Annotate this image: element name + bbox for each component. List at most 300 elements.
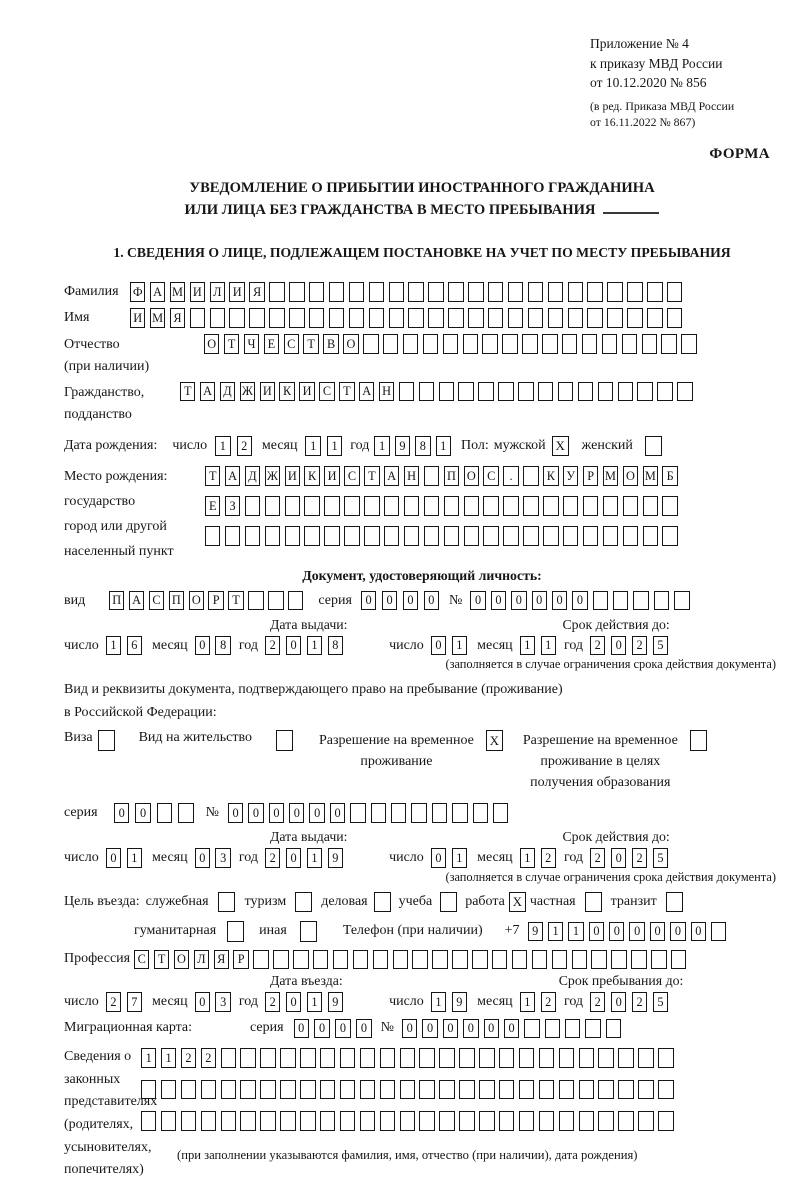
char-cell[interactable] [558, 382, 573, 402]
char-cell[interactable] [602, 334, 617, 354]
char-cell[interactable] [654, 591, 669, 611]
char-cell[interactable] [280, 1080, 295, 1100]
char-cell[interactable]: 0 [511, 591, 526, 611]
char-cell[interactable] [248, 591, 263, 611]
char-cell[interactable] [320, 1080, 335, 1100]
char-cell[interactable]: О [343, 334, 358, 354]
char-cell[interactable] [613, 591, 628, 611]
char-cell[interactable] [161, 1080, 176, 1100]
char-cell[interactable]: 2 [201, 1048, 216, 1068]
char-cell[interactable] [618, 1048, 633, 1068]
char-cell[interactable] [304, 496, 319, 516]
char-cell[interactable] [399, 382, 414, 402]
char-cell[interactable]: 0 [650, 922, 665, 942]
char-cell[interactable] [309, 308, 324, 328]
char-cell[interactable] [459, 1080, 474, 1100]
char-cell[interactable] [403, 334, 418, 354]
char-cell[interactable] [320, 1048, 335, 1068]
char-cell[interactable] [603, 526, 618, 546]
char-cell[interactable]: П [109, 591, 124, 611]
char-cell[interactable]: 5 [653, 992, 668, 1012]
char-cell[interactable] [661, 334, 676, 354]
char-cell[interactable]: Т [180, 382, 195, 402]
char-cell[interactable] [408, 308, 423, 328]
char-cell[interactable]: 1 [161, 1048, 176, 1068]
char-cell[interactable] [240, 1080, 255, 1100]
char-cell[interactable] [432, 803, 447, 823]
char-cell[interactable] [519, 1048, 534, 1068]
char-cell[interactable] [638, 1080, 653, 1100]
char-cell[interactable]: 0 [629, 922, 644, 942]
char-cell[interactable] [572, 950, 587, 970]
char-cell[interactable] [711, 922, 726, 942]
char-cell[interactable] [543, 496, 558, 516]
char-cell[interactable] [419, 1048, 434, 1068]
char-cell[interactable] [657, 382, 672, 402]
char-cell[interactable] [618, 382, 633, 402]
char-cell[interactable] [300, 1048, 315, 1068]
char-cell[interactable]: 0 [314, 1019, 329, 1039]
char-cell[interactable]: 0 [106, 848, 121, 868]
char-cell[interactable] [268, 591, 283, 611]
char-cell[interactable]: Д [220, 382, 235, 402]
char-cell[interactable]: И [130, 308, 145, 328]
char-cell[interactable] [662, 526, 677, 546]
char-cell[interactable] [492, 950, 507, 970]
char-cell[interactable] [393, 950, 408, 970]
char-cell[interactable] [579, 1080, 594, 1100]
char-cell[interactable] [468, 282, 483, 302]
char-cell[interactable]: А [200, 382, 215, 402]
char-cell[interactable]: 1 [541, 636, 556, 656]
char-cell[interactable] [329, 308, 344, 328]
char-cell[interactable]: 0 [195, 992, 210, 1012]
char-cell[interactable] [373, 950, 388, 970]
char-cell[interactable] [579, 1048, 594, 1068]
char-cell[interactable]: Н [379, 382, 394, 402]
purpose-other-checkbox[interactable] [300, 921, 317, 942]
char-cell[interactable] [611, 950, 626, 970]
char-cell[interactable]: 1 [307, 636, 322, 656]
char-cell[interactable] [548, 308, 563, 328]
char-cell[interactable] [658, 1080, 673, 1100]
char-cell[interactable]: В [323, 334, 338, 354]
char-cell[interactable] [360, 1048, 375, 1068]
char-cell[interactable] [210, 308, 225, 328]
char-cell[interactable] [380, 1080, 395, 1100]
char-cell[interactable] [161, 1111, 176, 1131]
char-cell[interactable] [503, 526, 518, 546]
char-cell[interactable]: 9 [328, 848, 343, 868]
char-cell[interactable] [519, 1080, 534, 1100]
char-cell[interactable] [565, 1019, 580, 1039]
char-cell[interactable] [478, 382, 493, 402]
char-cell[interactable] [568, 308, 583, 328]
char-cell[interactable] [205, 526, 220, 546]
char-cell[interactable] [651, 950, 666, 970]
char-cell[interactable] [579, 1111, 594, 1131]
char-cell[interactable]: М [170, 282, 185, 302]
char-cell[interactable]: Ж [265, 466, 280, 486]
char-cell[interactable]: 0 [269, 803, 284, 823]
char-cell[interactable] [181, 1111, 196, 1131]
male-checkbox[interactable]: X [552, 436, 569, 457]
char-cell[interactable] [269, 282, 284, 302]
char-cell[interactable] [452, 803, 467, 823]
char-cell[interactable] [538, 382, 553, 402]
char-cell[interactable]: Л [210, 282, 225, 302]
char-cell[interactable]: 1 [431, 992, 446, 1012]
char-cell[interactable] [448, 282, 463, 302]
char-cell[interactable]: 0 [552, 591, 567, 611]
char-cell[interactable] [360, 1111, 375, 1131]
char-cell[interactable] [598, 1080, 613, 1100]
char-cell[interactable]: К [543, 466, 558, 486]
char-cell[interactable] [178, 803, 193, 823]
char-cell[interactable]: К [279, 382, 294, 402]
purpose-service-checkbox[interactable] [218, 892, 235, 913]
char-cell[interactable] [400, 1080, 415, 1100]
char-cell[interactable]: П [169, 591, 184, 611]
char-cell[interactable]: Ф [130, 282, 145, 302]
char-cell[interactable] [408, 282, 423, 302]
char-cell[interactable]: И [190, 282, 205, 302]
char-cell[interactable]: 1 [452, 636, 467, 656]
char-cell[interactable] [681, 334, 696, 354]
purpose-business-checkbox[interactable] [374, 892, 391, 913]
char-cell[interactable]: 2 [632, 848, 647, 868]
char-cell[interactable] [578, 382, 593, 402]
char-cell[interactable] [439, 1048, 454, 1068]
char-cell[interactable]: 0 [611, 636, 626, 656]
char-cell[interactable]: М [150, 308, 165, 328]
char-cell[interactable]: Ж [240, 382, 255, 402]
char-cell[interactable]: 0 [228, 803, 243, 823]
char-cell[interactable] [532, 950, 547, 970]
char-cell[interactable] [512, 950, 527, 970]
char-cell[interactable]: И [299, 382, 314, 402]
char-cell[interactable]: С [344, 466, 359, 486]
char-cell[interactable]: О [204, 334, 219, 354]
char-cell[interactable] [523, 526, 538, 546]
char-cell[interactable]: 1 [307, 992, 322, 1012]
char-cell[interactable] [459, 1048, 474, 1068]
char-cell[interactable] [253, 950, 268, 970]
char-cell[interactable]: Р [583, 466, 598, 486]
residence-permit-checkbox[interactable] [276, 730, 293, 751]
char-cell[interactable]: С [483, 466, 498, 486]
char-cell[interactable]: 1 [327, 436, 342, 456]
char-cell[interactable] [518, 382, 533, 402]
char-cell[interactable]: 0 [286, 992, 301, 1012]
char-cell[interactable] [340, 1048, 355, 1068]
char-cell[interactable] [583, 526, 598, 546]
char-cell[interactable] [643, 496, 658, 516]
char-cell[interactable] [444, 526, 459, 546]
char-cell[interactable] [524, 1019, 539, 1039]
char-cell[interactable]: 9 [328, 992, 343, 1012]
char-cell[interactable] [548, 282, 563, 302]
char-cell[interactable]: 2 [632, 992, 647, 1012]
char-cell[interactable] [313, 950, 328, 970]
char-cell[interactable]: Е [205, 496, 220, 516]
char-cell[interactable] [607, 282, 622, 302]
char-cell[interactable]: 1 [436, 436, 451, 456]
char-cell[interactable] [583, 496, 598, 516]
char-cell[interactable]: 9 [528, 922, 543, 942]
char-cell[interactable]: 0 [195, 848, 210, 868]
char-cell[interactable]: Т [154, 950, 169, 970]
char-cell[interactable] [667, 308, 682, 328]
char-cell[interactable] [444, 496, 459, 516]
char-cell[interactable] [229, 308, 244, 328]
char-cell[interactable] [623, 496, 638, 516]
char-cell[interactable] [389, 282, 404, 302]
char-cell[interactable] [618, 1080, 633, 1100]
char-cell[interactable]: 0 [335, 1019, 350, 1039]
char-cell[interactable] [240, 1111, 255, 1131]
char-cell[interactable]: Я [214, 950, 229, 970]
purpose-work-checkbox[interactable]: X [509, 892, 526, 913]
char-cell[interactable] [563, 496, 578, 516]
char-cell[interactable]: 2 [106, 992, 121, 1012]
char-cell[interactable]: 2 [632, 636, 647, 656]
char-cell[interactable] [400, 1111, 415, 1131]
char-cell[interactable] [638, 1048, 653, 1068]
char-cell[interactable] [643, 526, 658, 546]
char-cell[interactable]: Т [205, 466, 220, 486]
char-cell[interactable] [181, 1080, 196, 1100]
char-cell[interactable]: 0 [609, 922, 624, 942]
char-cell[interactable] [662, 496, 677, 516]
char-cell[interactable] [265, 496, 280, 516]
char-cell[interactable]: 8 [415, 436, 430, 456]
char-cell[interactable] [371, 803, 386, 823]
char-cell[interactable] [618, 1111, 633, 1131]
char-cell[interactable]: 0 [470, 591, 485, 611]
char-cell[interactable]: 2 [590, 992, 605, 1012]
char-cell[interactable] [411, 803, 426, 823]
char-cell[interactable] [473, 803, 488, 823]
char-cell[interactable] [603, 496, 618, 516]
char-cell[interactable] [631, 950, 646, 970]
char-cell[interactable] [324, 526, 339, 546]
char-cell[interactable] [543, 526, 558, 546]
char-cell[interactable]: 0 [356, 1019, 371, 1039]
char-cell[interactable] [300, 1080, 315, 1100]
char-cell[interactable]: Я [249, 282, 264, 302]
char-cell[interactable]: Т [228, 591, 243, 611]
char-cell[interactable]: 1 [548, 922, 563, 942]
char-cell[interactable]: 0 [691, 922, 706, 942]
temp-residence-edu-checkbox[interactable] [690, 730, 707, 751]
char-cell[interactable]: 9 [395, 436, 410, 456]
char-cell[interactable] [324, 496, 339, 516]
char-cell[interactable] [539, 1080, 554, 1100]
char-cell[interactable]: Т [364, 466, 379, 486]
char-cell[interactable] [598, 382, 613, 402]
char-cell[interactable]: 0 [463, 1019, 478, 1039]
char-cell[interactable]: И [229, 282, 244, 302]
char-cell[interactable] [627, 282, 642, 302]
char-cell[interactable] [400, 1048, 415, 1068]
char-cell[interactable] [412, 950, 427, 970]
char-cell[interactable] [344, 496, 359, 516]
char-cell[interactable]: 7 [127, 992, 142, 1012]
char-cell[interactable]: И [260, 382, 275, 402]
char-cell[interactable] [568, 282, 583, 302]
char-cell[interactable]: 1 [520, 636, 535, 656]
char-cell[interactable]: П [444, 466, 459, 486]
char-cell[interactable] [260, 1048, 275, 1068]
char-cell[interactable] [585, 1019, 600, 1039]
char-cell[interactable] [369, 282, 384, 302]
char-cell[interactable]: А [359, 382, 374, 402]
char-cell[interactable]: 1 [374, 436, 389, 456]
purpose-transit-checkbox[interactable] [666, 892, 683, 913]
char-cell[interactable]: 0 [611, 992, 626, 1012]
char-cell[interactable] [658, 1048, 673, 1068]
char-cell[interactable] [627, 308, 642, 328]
char-cell[interactable]: Б [662, 466, 677, 486]
char-cell[interactable]: О [174, 950, 189, 970]
char-cell[interactable] [353, 950, 368, 970]
char-cell[interactable]: А [129, 591, 144, 611]
char-cell[interactable] [389, 308, 404, 328]
char-cell[interactable]: И [324, 466, 339, 486]
char-cell[interactable] [458, 382, 473, 402]
char-cell[interactable] [671, 950, 686, 970]
char-cell[interactable]: 0 [402, 1019, 417, 1039]
char-cell[interactable]: 0 [443, 1019, 458, 1039]
char-cell[interactable] [141, 1080, 156, 1100]
char-cell[interactable]: 5 [653, 636, 668, 656]
char-cell[interactable] [479, 1048, 494, 1068]
char-cell[interactable] [587, 308, 602, 328]
char-cell[interactable]: 0 [248, 803, 263, 823]
char-cell[interactable] [404, 526, 419, 546]
char-cell[interactable]: У [563, 466, 578, 486]
char-cell[interactable]: 1 [215, 436, 230, 456]
char-cell[interactable] [443, 334, 458, 354]
char-cell[interactable]: 0 [294, 1019, 309, 1039]
char-cell[interactable] [249, 308, 264, 328]
char-cell[interactable]: . [503, 466, 518, 486]
char-cell[interactable] [221, 1111, 236, 1131]
char-cell[interactable] [419, 1080, 434, 1100]
char-cell[interactable] [364, 496, 379, 516]
char-cell[interactable]: 2 [541, 992, 556, 1012]
char-cell[interactable] [499, 1048, 514, 1068]
char-cell[interactable]: 1 [305, 436, 320, 456]
char-cell[interactable] [273, 950, 288, 970]
char-cell[interactable] [329, 282, 344, 302]
char-cell[interactable] [607, 308, 622, 328]
char-cell[interactable]: С [319, 382, 334, 402]
char-cell[interactable]: 2 [265, 992, 280, 1012]
char-cell[interactable] [432, 950, 447, 970]
char-cell[interactable] [439, 382, 454, 402]
char-cell[interactable] [221, 1080, 236, 1100]
char-cell[interactable] [647, 308, 662, 328]
char-cell[interactable]: 0 [431, 848, 446, 868]
char-cell[interactable]: М [643, 466, 658, 486]
char-cell[interactable] [523, 466, 538, 486]
char-cell[interactable] [424, 496, 439, 516]
char-cell[interactable] [260, 1111, 275, 1131]
char-cell[interactable] [559, 1080, 574, 1100]
char-cell[interactable]: 1 [307, 848, 322, 868]
char-cell[interactable] [288, 591, 303, 611]
char-cell[interactable] [300, 1111, 315, 1131]
purpose-tourism-checkbox[interactable] [295, 892, 312, 913]
char-cell[interactable] [483, 526, 498, 546]
char-cell[interactable] [380, 1111, 395, 1131]
char-cell[interactable]: 0 [589, 922, 604, 942]
char-cell[interactable]: 0 [403, 591, 418, 611]
char-cell[interactable] [498, 382, 513, 402]
char-cell[interactable] [419, 382, 434, 402]
char-cell[interactable]: 2 [237, 436, 252, 456]
char-cell[interactable] [289, 282, 304, 302]
char-cell[interactable]: Т [303, 334, 318, 354]
char-cell[interactable] [633, 591, 648, 611]
char-cell[interactable] [464, 526, 479, 546]
char-cell[interactable]: 0 [286, 636, 301, 656]
visa-checkbox[interactable] [98, 730, 115, 751]
char-cell[interactable] [285, 496, 300, 516]
char-cell[interactable]: Н [404, 466, 419, 486]
purpose-humanitarian-checkbox[interactable] [227, 921, 244, 942]
char-cell[interactable]: 3 [215, 992, 230, 1012]
char-cell[interactable]: Я [170, 308, 185, 328]
char-cell[interactable] [598, 1111, 613, 1131]
char-cell[interactable] [459, 1111, 474, 1131]
char-cell[interactable]: 1 [141, 1048, 156, 1068]
char-cell[interactable]: 1 [452, 848, 467, 868]
female-checkbox[interactable] [645, 436, 662, 457]
char-cell[interactable]: С [134, 950, 149, 970]
char-cell[interactable] [380, 1048, 395, 1068]
char-cell[interactable] [141, 1111, 156, 1131]
char-cell[interactable] [539, 1111, 554, 1131]
char-cell[interactable] [545, 1019, 560, 1039]
char-cell[interactable] [293, 950, 308, 970]
purpose-study-checkbox[interactable] [440, 892, 457, 913]
char-cell[interactable] [424, 526, 439, 546]
char-cell[interactable]: 2 [181, 1048, 196, 1068]
char-cell[interactable] [309, 282, 324, 302]
char-cell[interactable]: 8 [328, 636, 343, 656]
char-cell[interactable]: О [464, 466, 479, 486]
char-cell[interactable]: 0 [670, 922, 685, 942]
char-cell[interactable] [423, 334, 438, 354]
char-cell[interactable] [340, 1111, 355, 1131]
char-cell[interactable] [647, 282, 662, 302]
char-cell[interactable] [439, 1080, 454, 1100]
char-cell[interactable]: А [384, 466, 399, 486]
char-cell[interactable]: З [225, 496, 240, 516]
char-cell[interactable]: 9 [452, 992, 467, 1012]
char-cell[interactable] [190, 308, 205, 328]
char-cell[interactable] [493, 803, 508, 823]
char-cell[interactable] [419, 1111, 434, 1131]
char-cell[interactable]: 0 [572, 591, 587, 611]
char-cell[interactable]: Т [339, 382, 354, 402]
char-cell[interactable] [563, 526, 578, 546]
char-cell[interactable] [221, 1048, 236, 1068]
char-cell[interactable] [539, 1048, 554, 1068]
